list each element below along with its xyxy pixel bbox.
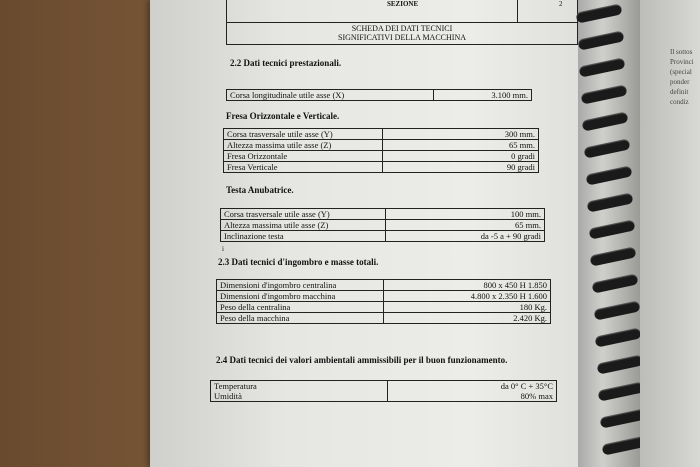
table-row — [224, 151, 539, 162]
section-label: SEZIONE — [387, 0, 419, 8]
row-label: Corsa longitudinale utile asse (X) — [227, 90, 434, 101]
row-label: Fresa Verticale — [224, 162, 383, 173]
row-label: Altezza massima utile asse (Z) — [221, 220, 386, 231]
row-value: 180 Kg. — [384, 302, 551, 313]
heading-2-4: 2.4 Dati tecnici dei valori ambientali ammissibili per il buon funzionamento. — [216, 355, 508, 365]
row-value: 300 mm. — [383, 129, 539, 140]
row-label: Fresa Orizzontale — [224, 151, 383, 162]
table-row — [211, 381, 557, 392]
table-row — [217, 280, 551, 291]
table-2-2 — [226, 89, 532, 101]
next-page-edge — [640, 0, 700, 467]
row-label: Altezza massima utile asse (Z) — [224, 140, 383, 151]
row-value: 4.800 x 2.350 H 1.600 — [384, 291, 551, 302]
heading-fresa: Fresa Orizzontale e Verticale. — [226, 111, 340, 121]
heading-testa: Testa Anubatrice. — [226, 185, 294, 195]
table-2-4 — [210, 380, 557, 402]
header-rule — [227, 22, 577, 23]
row-value: 3.100 mm. — [434, 90, 532, 101]
table-row — [217, 291, 551, 302]
table-2-3 — [216, 279, 551, 324]
next-page-line: Il sottos — [670, 48, 693, 56]
next-page-line: definit — [670, 88, 689, 96]
row-value: da -5 a + 90 gradi — [386, 231, 545, 242]
table-row — [221, 209, 545, 220]
row-value: 80% max — [388, 391, 557, 402]
header-divider — [517, 0, 518, 22]
row-label: Umidità — [211, 391, 388, 402]
row-value: 0 gradi — [383, 151, 539, 162]
document-page — [150, 0, 608, 467]
table-row — [221, 231, 545, 242]
row-label: Dimensioni d'ingombro centralina — [217, 280, 384, 291]
header-title-line2: SIGNIFICATIVI DELLA MACCHINA — [338, 33, 466, 42]
row-label: Corsa trasversale utile asse (Y) — [221, 209, 386, 220]
heading-2-3: 2.3 Dati tecnici d'ingombro e masse totali. — [218, 257, 379, 267]
header-title-line1: SCHEDA DEI DATI TECNICI — [351, 24, 453, 33]
row-label: Peso della centralina — [217, 302, 384, 313]
row-value: 90 gradi — [383, 162, 539, 173]
next-page-line: condiz — [670, 98, 689, 106]
next-page-line: (special — [670, 68, 692, 76]
table-row — [217, 302, 551, 313]
row-label: Peso della macchina — [217, 313, 384, 324]
row-value: 100 mm. — [386, 209, 545, 220]
table-row — [224, 162, 539, 173]
table-row — [224, 129, 539, 140]
table-row — [211, 391, 557, 402]
heading-2-2: 2.2 Dati tecnici prestazionali. — [230, 58, 342, 68]
next-page-line: ponder — [670, 78, 690, 86]
table-testa — [220, 208, 545, 242]
table-fresa — [223, 128, 539, 173]
row-value: 800 x 450 H 1.850 — [384, 280, 551, 291]
section-number: 2 — [559, 0, 563, 8]
row-label: Corsa trasversale utile asse (Y) — [224, 129, 383, 140]
row-value: 65 mm. — [383, 140, 539, 151]
row-value: da 0° C + 35°C — [388, 381, 557, 392]
header-box — [226, 0, 578, 45]
table-row — [227, 90, 532, 101]
next-page-line: Provinci — [670, 58, 694, 66]
table-row — [224, 140, 539, 151]
row-label: Temperatura — [211, 381, 388, 392]
row-value: 65 mm. — [386, 220, 545, 231]
row-value: 2.420 Kg. — [384, 313, 551, 324]
row-label: Inclinazione testa — [221, 231, 386, 242]
row-label: Dimensioni d'ingombro macchina — [217, 291, 384, 302]
table-row — [221, 220, 545, 231]
table-row — [217, 313, 551, 324]
stray-mark: i — [222, 245, 224, 253]
